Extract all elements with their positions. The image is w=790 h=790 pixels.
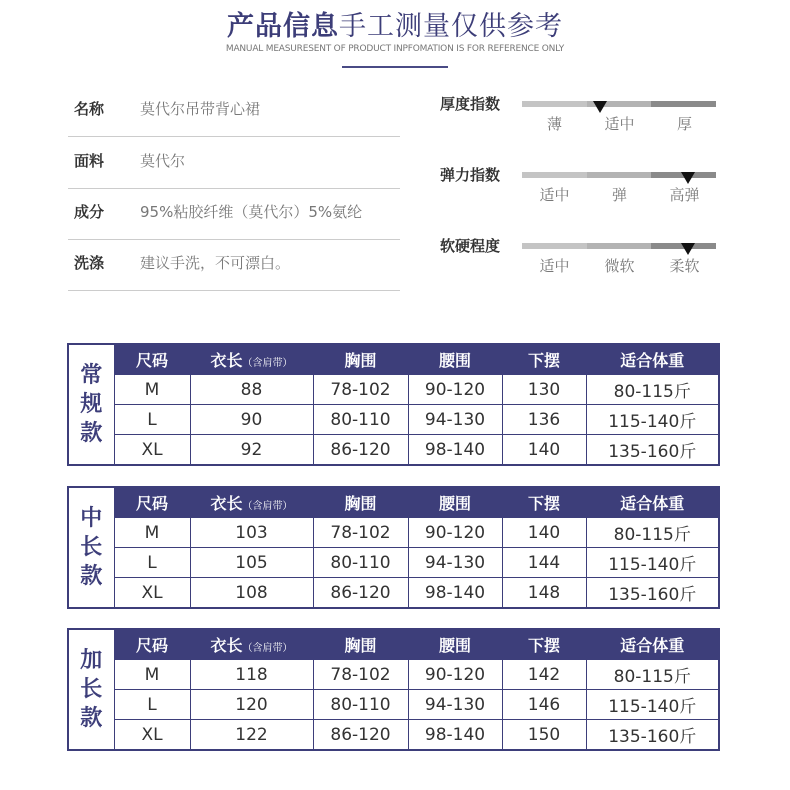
header-length-label: 衣长 [210, 636, 243, 655]
table-cell: 146 [502, 690, 586, 720]
style-label [68, 344, 114, 465]
table-cell: M [114, 518, 190, 548]
table-cell: 150 [502, 720, 586, 751]
info-row [68, 240, 400, 291]
table-cell: 136 [502, 405, 586, 435]
table-cell: 130 [502, 375, 586, 405]
scale-marker-icon [681, 172, 695, 184]
table-cell: M [114, 375, 190, 405]
table-cell: 90-120 [408, 518, 502, 548]
scale-option: 适中 [539, 257, 570, 275]
header-length-note: （含肩带） [242, 643, 293, 654]
table-cell: 140 [502, 435, 586, 466]
scale-option: 柔软 [669, 257, 700, 275]
title-bold: 产品信息 [227, 11, 339, 42]
table-cell: 98-140 [408, 578, 502, 609]
scale-bar-segment [587, 243, 652, 249]
header-length [190, 487, 313, 518]
header-length [190, 344, 313, 375]
table-cell: 120 [190, 690, 313, 720]
size-table [67, 486, 720, 609]
table-cell: 108 [190, 578, 313, 609]
table-row [68, 548, 719, 578]
header-size: 尺码 [114, 344, 190, 375]
table-cell: 105 [190, 548, 313, 578]
table-cell: 115-140斤 [586, 405, 719, 435]
scale-marker-icon [593, 101, 607, 113]
style-label-char: 款 [80, 564, 103, 589]
style-label-char: 长 [80, 677, 103, 702]
scale-option: 适中 [604, 115, 635, 133]
table-cell: L [114, 405, 190, 435]
info-label: 面料 [74, 152, 105, 170]
table-cell: 90 [190, 405, 313, 435]
table-cell: 94-130 [408, 405, 502, 435]
table-cell: 135-160斤 [586, 578, 719, 609]
table-row [68, 375, 719, 405]
header-hem: 下摆 [502, 344, 586, 375]
header-weight: 适合体重 [586, 629, 719, 660]
table-cell: L [114, 690, 190, 720]
header-waist: 腰围 [408, 487, 502, 518]
scale-indicator [440, 164, 720, 234]
table-cell: 115-140斤 [586, 548, 719, 578]
scale-label: 软硬程度 [440, 237, 501, 255]
table-cell: 115-140斤 [586, 690, 719, 720]
info-label: 成分 [74, 203, 105, 221]
table-cell: 94-130 [408, 690, 502, 720]
scale-label: 弹力指数 [440, 166, 501, 184]
table-cell: 88 [190, 375, 313, 405]
table-row [68, 518, 719, 548]
header-waist: 腰围 [408, 344, 502, 375]
style-label-char: 款 [80, 706, 103, 731]
table-cell: XL [114, 435, 190, 466]
table-row [68, 578, 719, 609]
table-row [68, 435, 719, 466]
table-row [68, 720, 719, 751]
info-label: 名称 [74, 100, 105, 118]
scale-option: 厚 [676, 115, 692, 133]
table-cell: XL [114, 720, 190, 751]
table-cell: 148 [502, 578, 586, 609]
header-hem: 下摆 [502, 487, 586, 518]
header-length-note: （含肩带） [242, 358, 293, 369]
style-label-char: 规 [80, 392, 103, 417]
table-cell: L [114, 548, 190, 578]
table-cell: 80-115斤 [586, 660, 719, 690]
header-length-label: 衣长 [210, 351, 243, 370]
subtitle: MANUAL MEASURESENT OF PRODUCT INPFOMATION IS FOR REFERENCE ONLY [225, 44, 565, 54]
header-bust: 胸围 [313, 344, 408, 375]
table-cell: 122 [190, 720, 313, 751]
table-cell: 78-102 [313, 375, 408, 405]
scale-indicator [440, 235, 720, 305]
table-cell: XL [114, 578, 190, 609]
table-header-row [68, 344, 719, 375]
info-value: 莫代尔吊带背心裙 [140, 100, 261, 118]
header-weight: 适合体重 [586, 487, 719, 518]
table-row [68, 405, 719, 435]
table-cell: 94-130 [408, 548, 502, 578]
table-cell: 140 [502, 518, 586, 548]
header-waist: 腰围 [408, 629, 502, 660]
scale-label: 厚度指数 [440, 95, 501, 113]
table-cell: 135-160斤 [586, 720, 719, 751]
table-cell: 86-120 [313, 578, 408, 609]
header-bust: 胸围 [313, 487, 408, 518]
table-cell: 92 [190, 435, 313, 466]
table-cell: M [114, 660, 190, 690]
table-cell: 78-102 [313, 660, 408, 690]
table-row [68, 690, 719, 720]
info-value: 莫代尔 [140, 152, 186, 170]
header-bust: 胸围 [313, 629, 408, 660]
title-light: 手工测量仅供参考 [339, 11, 563, 42]
style-label-char: 中 [80, 506, 103, 531]
info-label: 洗涤 [74, 254, 105, 272]
scale-bar-segment [522, 172, 587, 178]
table-row [68, 660, 719, 690]
scale-option: 适中 [539, 186, 570, 204]
scale-bar-segment [522, 101, 587, 107]
table-cell: 135-160斤 [586, 435, 719, 466]
info-row [68, 86, 400, 137]
table-cell: 90-120 [408, 660, 502, 690]
table-cell: 103 [190, 518, 313, 548]
title-divider [342, 66, 448, 68]
scale-marker-icon [681, 243, 695, 255]
header-length [190, 629, 313, 660]
header-size: 尺码 [114, 487, 190, 518]
scale-bar-segment [522, 243, 587, 249]
info-value: 建议手洗，不可漂白。 [140, 254, 291, 272]
scale-option: 微软 [604, 257, 635, 275]
scale-bar-segment [587, 172, 652, 178]
style-label [68, 487, 114, 608]
header-hem: 下摆 [502, 629, 586, 660]
table-header-row [68, 487, 719, 518]
scale-option: 弹 [611, 186, 627, 204]
size-table [67, 343, 720, 466]
table-cell: 80-115斤 [586, 375, 719, 405]
scale-bar-segment [651, 101, 716, 107]
scale-option: 高弹 [669, 186, 700, 204]
header-weight: 适合体重 [586, 344, 719, 375]
table-cell: 98-140 [408, 435, 502, 466]
table-cell: 144 [502, 548, 586, 578]
table-cell: 86-120 [313, 435, 408, 466]
page-title [0, 4, 790, 43]
header-length-note: （含肩带） [242, 501, 293, 512]
table-cell: 80-110 [313, 690, 408, 720]
table-cell: 80-110 [313, 405, 408, 435]
table-cell: 86-120 [313, 720, 408, 751]
table-cell: 80-115斤 [586, 518, 719, 548]
size-table [67, 628, 720, 751]
table-cell: 80-110 [313, 548, 408, 578]
table-cell: 118 [190, 660, 313, 690]
style-label-char: 常 [80, 363, 103, 388]
table-cell: 90-120 [408, 375, 502, 405]
table-cell: 142 [502, 660, 586, 690]
info-row [68, 189, 400, 240]
header-size: 尺码 [114, 629, 190, 660]
style-label-char: 长 [80, 535, 103, 560]
scale-option: 薄 [546, 115, 562, 133]
table-header-row [68, 629, 719, 660]
info-row [68, 138, 400, 189]
header-length-label: 衣长 [210, 494, 243, 513]
style-label [68, 629, 114, 750]
table-cell: 98-140 [408, 720, 502, 751]
scale-indicator [440, 93, 720, 163]
table-cell: 78-102 [313, 518, 408, 548]
info-value: 95%粘胶纤维（莫代尔）5%氨纶 [140, 203, 363, 221]
style-label-char: 款 [80, 421, 103, 446]
style-label-char: 加 [80, 648, 103, 673]
